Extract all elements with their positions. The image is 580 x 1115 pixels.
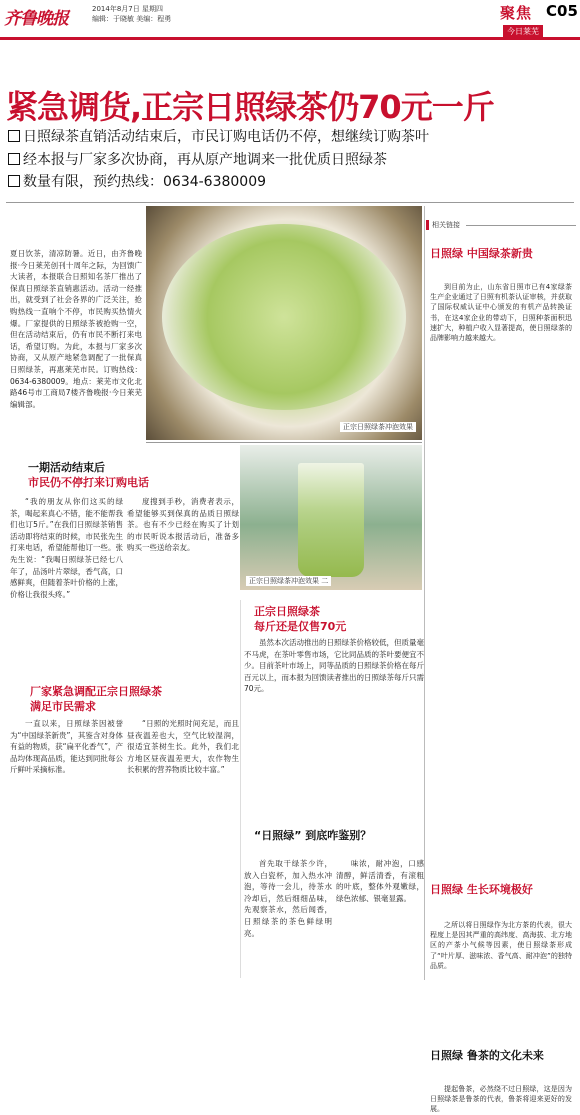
edition-tag: 今日莱芜: [503, 25, 543, 38]
sidebar-heading: 日照绿 生长环境极好: [430, 883, 533, 896]
tea-glass-photo: [240, 445, 422, 590]
issue-date: 2014年8月7日 星期四: [92, 5, 163, 13]
checkbox-icon: [8, 130, 20, 142]
subheadline: 数量有限，预约热线：0634-6380009: [8, 171, 266, 191]
story-body: 味浓，耐冲泡，口感清醇，鲜活清香，有滚粗的叶底，整体外观嫩绿，绿色浓郁、银毫显露。: [336, 859, 424, 903]
divider: [6, 202, 574, 203]
main-headline: 紧急调货,正宗日照绿茶仍70元一斤: [6, 88, 494, 126]
sidebar-text: 到目前为止，山东省日照市已有4家绿茶生产企业通过了日照有机茶认证审核，并获取了国际权威认证中心颁发的有机产品转换证书，在这4家企业的带动下，日照种茶面积迅速扩大，种植户收入显著提高，使日照绿茶的品牌影响力越来越大。: [430, 283, 572, 343]
story-heading: “日照绿” 到底咋鉴别？: [254, 829, 372, 842]
story-body: 首先取干绿茶少许，放入白瓷杯，加入热水冲泡，等待一会儿，待茶水冷却后，然后细细品味，先观察茶水，然后闻香，日照绿茶的茶色鲜绿明亮。: [244, 859, 332, 938]
column-divider: [240, 600, 241, 978]
page-number: C05: [546, 2, 578, 20]
subheadline: 经本报与厂家多次协商，再从原产地调来一批优质日照绿茶: [8, 149, 387, 169]
story-heading: 一期活动结束后 市民仍不停打来订购电话: [28, 461, 149, 489]
newspaper-logo: 齐鲁晚报: [4, 9, 68, 29]
checkbox-icon: [8, 175, 20, 187]
issue-meta: [92, 4, 192, 24]
story-heading: 正宗日照绿茶 每斤还是仅售70元: [254, 605, 347, 633]
green-tea-photo: [146, 206, 422, 440]
sidebar-label: 相关链接: [426, 220, 460, 230]
story-heading: 厂家紧急调配正宗日照绿茶 满足市民需求: [30, 685, 162, 713]
subheadline: 日照绿茶直销活动结束后，市民订购电话仍不停，想继续订购茶叶: [8, 126, 429, 146]
photo-caption: 正宗日照绿茶冲泡效果 二: [246, 576, 331, 586]
sidebar-heading: 日照绿 鲁茶的文化未来: [430, 1049, 544, 1062]
tea-cup-shape: [162, 224, 406, 410]
tea-glass-shape: [298, 463, 364, 577]
sidebar-text: 之所以将日照绿作为北方茶的代表，很大程度上是因其严重的高纬度、高海拔、北方地区的产茶小气候等因素，使日照绿茶形成了“叶片厚、滋味浓、香气高、耐冲泡”的独特品质。: [430, 921, 572, 970]
section-title: 聚焦: [500, 4, 533, 22]
checkbox-icon: [8, 153, 20, 165]
story-body: “我的朋友从你们这买的绿茶，喝起来真心不错，能不能帮我们也订5斤。”在我们日照绿茶销售活动即将结束的时候，市民张先生打来电话，希望能帮他订一些。张先生说：“我喝日照绿茶已经七八年了，品汤叶片翠绿，香气高，口感鲜爽，但随着茶叶价格的上涨，价格让我很头疼。”: [10, 497, 123, 599]
column-divider: [424, 206, 425, 980]
sidebar: [426, 220, 576, 1114]
sidebar-text: 提起鲁茶，必然绕不过日照绿，这是因为日照绿茶是鲁茶的代表，鲁茶将迎来更好的发展。: [430, 1085, 572, 1114]
masthead: [0, 0, 580, 40]
story-body: “日照的光照时间充足，而且昼夜温差也大，空气比较湿润，很适宜茶树生长。此外，我们北方地区昼夜温差更大，农作物生长积累的营养物质比较丰富。”: [127, 719, 239, 775]
story-body: 虽然本次活动推出的日照绿茶价格较低，但质量毫不马虎，在茶叶零售市场，它比同品质的茶叶要便宜不少。目前茶叶市场上，同等品质的日照绿茶价格在每斤百元以上，而本报为回馈读者推出的日照绿茶每斤只需70元。: [244, 638, 424, 694]
divider: [146, 442, 422, 443]
story-body: 一直以来，日照绿茶因被誉为“中国绿茶新贵”，其鉴含对身体有益的物质，获“扁平化香气”，产品均体现高品质，能达到同批每公斤鲜叶采摘标准。: [10, 719, 123, 775]
sidebar-heading: 日照绿 中国绿茶新贵: [430, 247, 533, 260]
divider: [466, 225, 576, 226]
editor-credit: 编辑：于晓敏 美编：程勇: [92, 15, 172, 23]
intro-text: 夏日饮茶，清凉防暑。近日，由齐鲁晚报·今日莱芜创刊十周年之际，为回馈广大读者，本报联合日照知名茶厂推出了保真日照绿茶直销惠活动。活动一经推出，就受到了社会各界的广泛关注，抢购热线一直响个不停，市民购买热情火爆。厂家提供的日照绿茶被抢购一空，但在活动结束后，仍有市民不断打来电话，希望订购。为此，本报与厂家多次协商，又从原产地紧急调配了一批保真日照绿茶，再惠莱芜市民。订购热线：0634-6380009。地点：莱芜市文化北路46号市工商局7楼齐鲁晚报·今日莱芜编辑部。: [10, 249, 142, 409]
story-body: 度搜到手秒，消费者表示，希望能够买到保真的品质日照绿茶。也有不少已经在购买了计划的市民听说本报活动后，准备多购买一些送给亲友。: [127, 497, 239, 553]
photo-caption: 正宗日照绿茶冲泡效果: [340, 422, 416, 432]
